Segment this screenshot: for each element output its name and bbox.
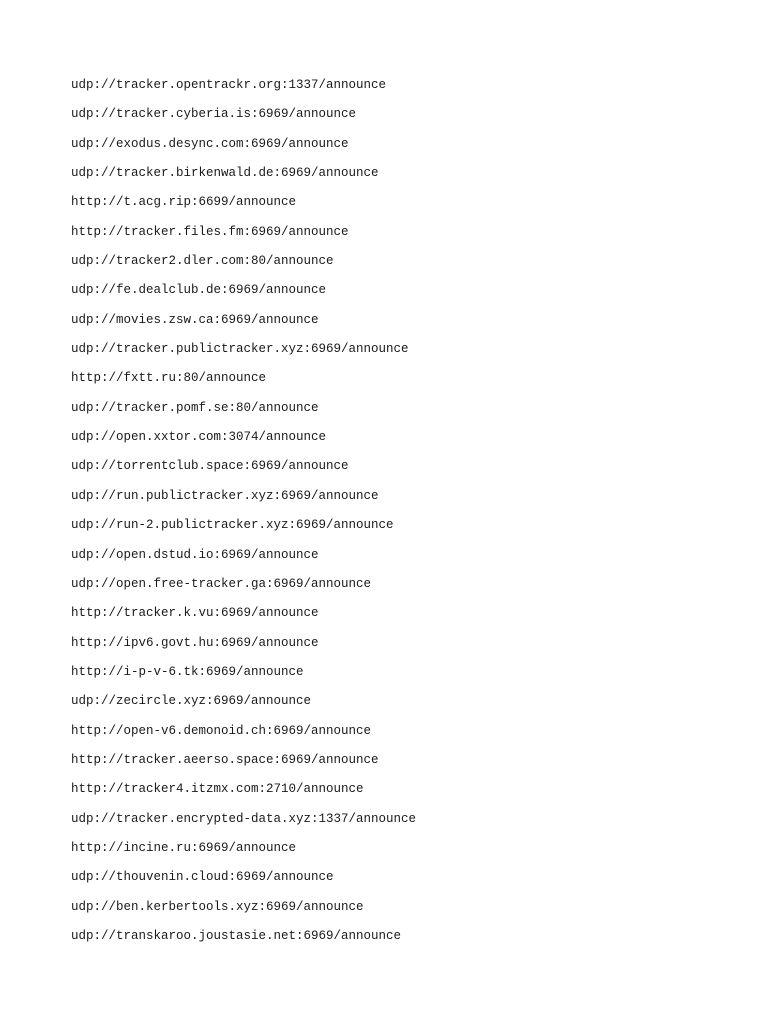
tracker-list	[71, 71, 711, 951]
tracker-url: udp://ben.kerbertools.xyz:6969/announce	[71, 899, 364, 914]
tracker-url: udp://torrentclub.space:6969/announce	[71, 459, 349, 474]
tracker-url: http://tracker4.itzmx.com:2710/announce	[71, 782, 364, 797]
tracker-url: udp://tracker.publictracker.xyz:6969/announce	[71, 342, 409, 357]
tracker-url: http://open-v6.demonoid.ch:6969/announce	[71, 723, 372, 738]
tracker-url: udp://open.free-tracker.ga:6969/announce	[71, 576, 372, 591]
tracker-url: udp://tracker.birkenwald.de:6969/announce	[71, 166, 379, 181]
tracker-url: http://tracker.files.fm:6969/announce	[71, 224, 349, 239]
tracker-url: udp://open.dstud.io:6969/announce	[71, 547, 319, 562]
tracker-url: udp://tracker.cyberia.is:6969/announce	[71, 107, 357, 122]
tracker-url: udp://run-2.publictracker.xyz:6969/announce	[71, 518, 394, 533]
tracker-url: udp://exodus.desync.com:6969/announce	[71, 136, 349, 151]
tracker-url: udp://movies.zsw.ca:6969/announce	[71, 312, 319, 327]
tracker-url: http://i-p-v-6.tk:6969/announce	[71, 664, 304, 679]
tracker-url: http://t.acg.rip:6699/announce	[71, 195, 297, 210]
tracker-url: udp://tracker.encrypted-data.xyz:1337/announce	[71, 811, 417, 826]
tracker-url: udp://tracker.opentrackr.org:1337/announce	[71, 78, 387, 92]
tracker-url: http://tracker.k.vu:6969/announce	[71, 606, 319, 621]
tracker-url: http://tracker.aeerso.space:6969/announce	[71, 752, 379, 767]
tracker-url: udp://fe.dealclub.de:6969/announce	[71, 283, 327, 298]
tracker-url: udp://tracker2.dler.com:80/announce	[71, 254, 334, 269]
tracker-url: udp://transkaroo.joustasie.net:6969/announce	[71, 928, 402, 943]
tracker-url: http://incine.ru:6969/announce	[71, 840, 297, 855]
tracker-url: udp://run.publictracker.xyz:6969/announce	[71, 488, 379, 503]
tracker-url: udp://thouvenin.cloud:6969/announce	[71, 870, 334, 885]
tracker-url: udp://tracker.pomf.se:80/announce	[71, 400, 319, 415]
tracker-url: http://fxtt.ru:80/announce	[71, 371, 267, 386]
tracker-url: udp://zecircle.xyz:6969/announce	[71, 694, 312, 709]
tracker-url: udp://open.xxtor.com:3074/announce	[71, 430, 327, 445]
tracker-url: http://ipv6.govt.hu:6969/announce	[71, 635, 319, 650]
